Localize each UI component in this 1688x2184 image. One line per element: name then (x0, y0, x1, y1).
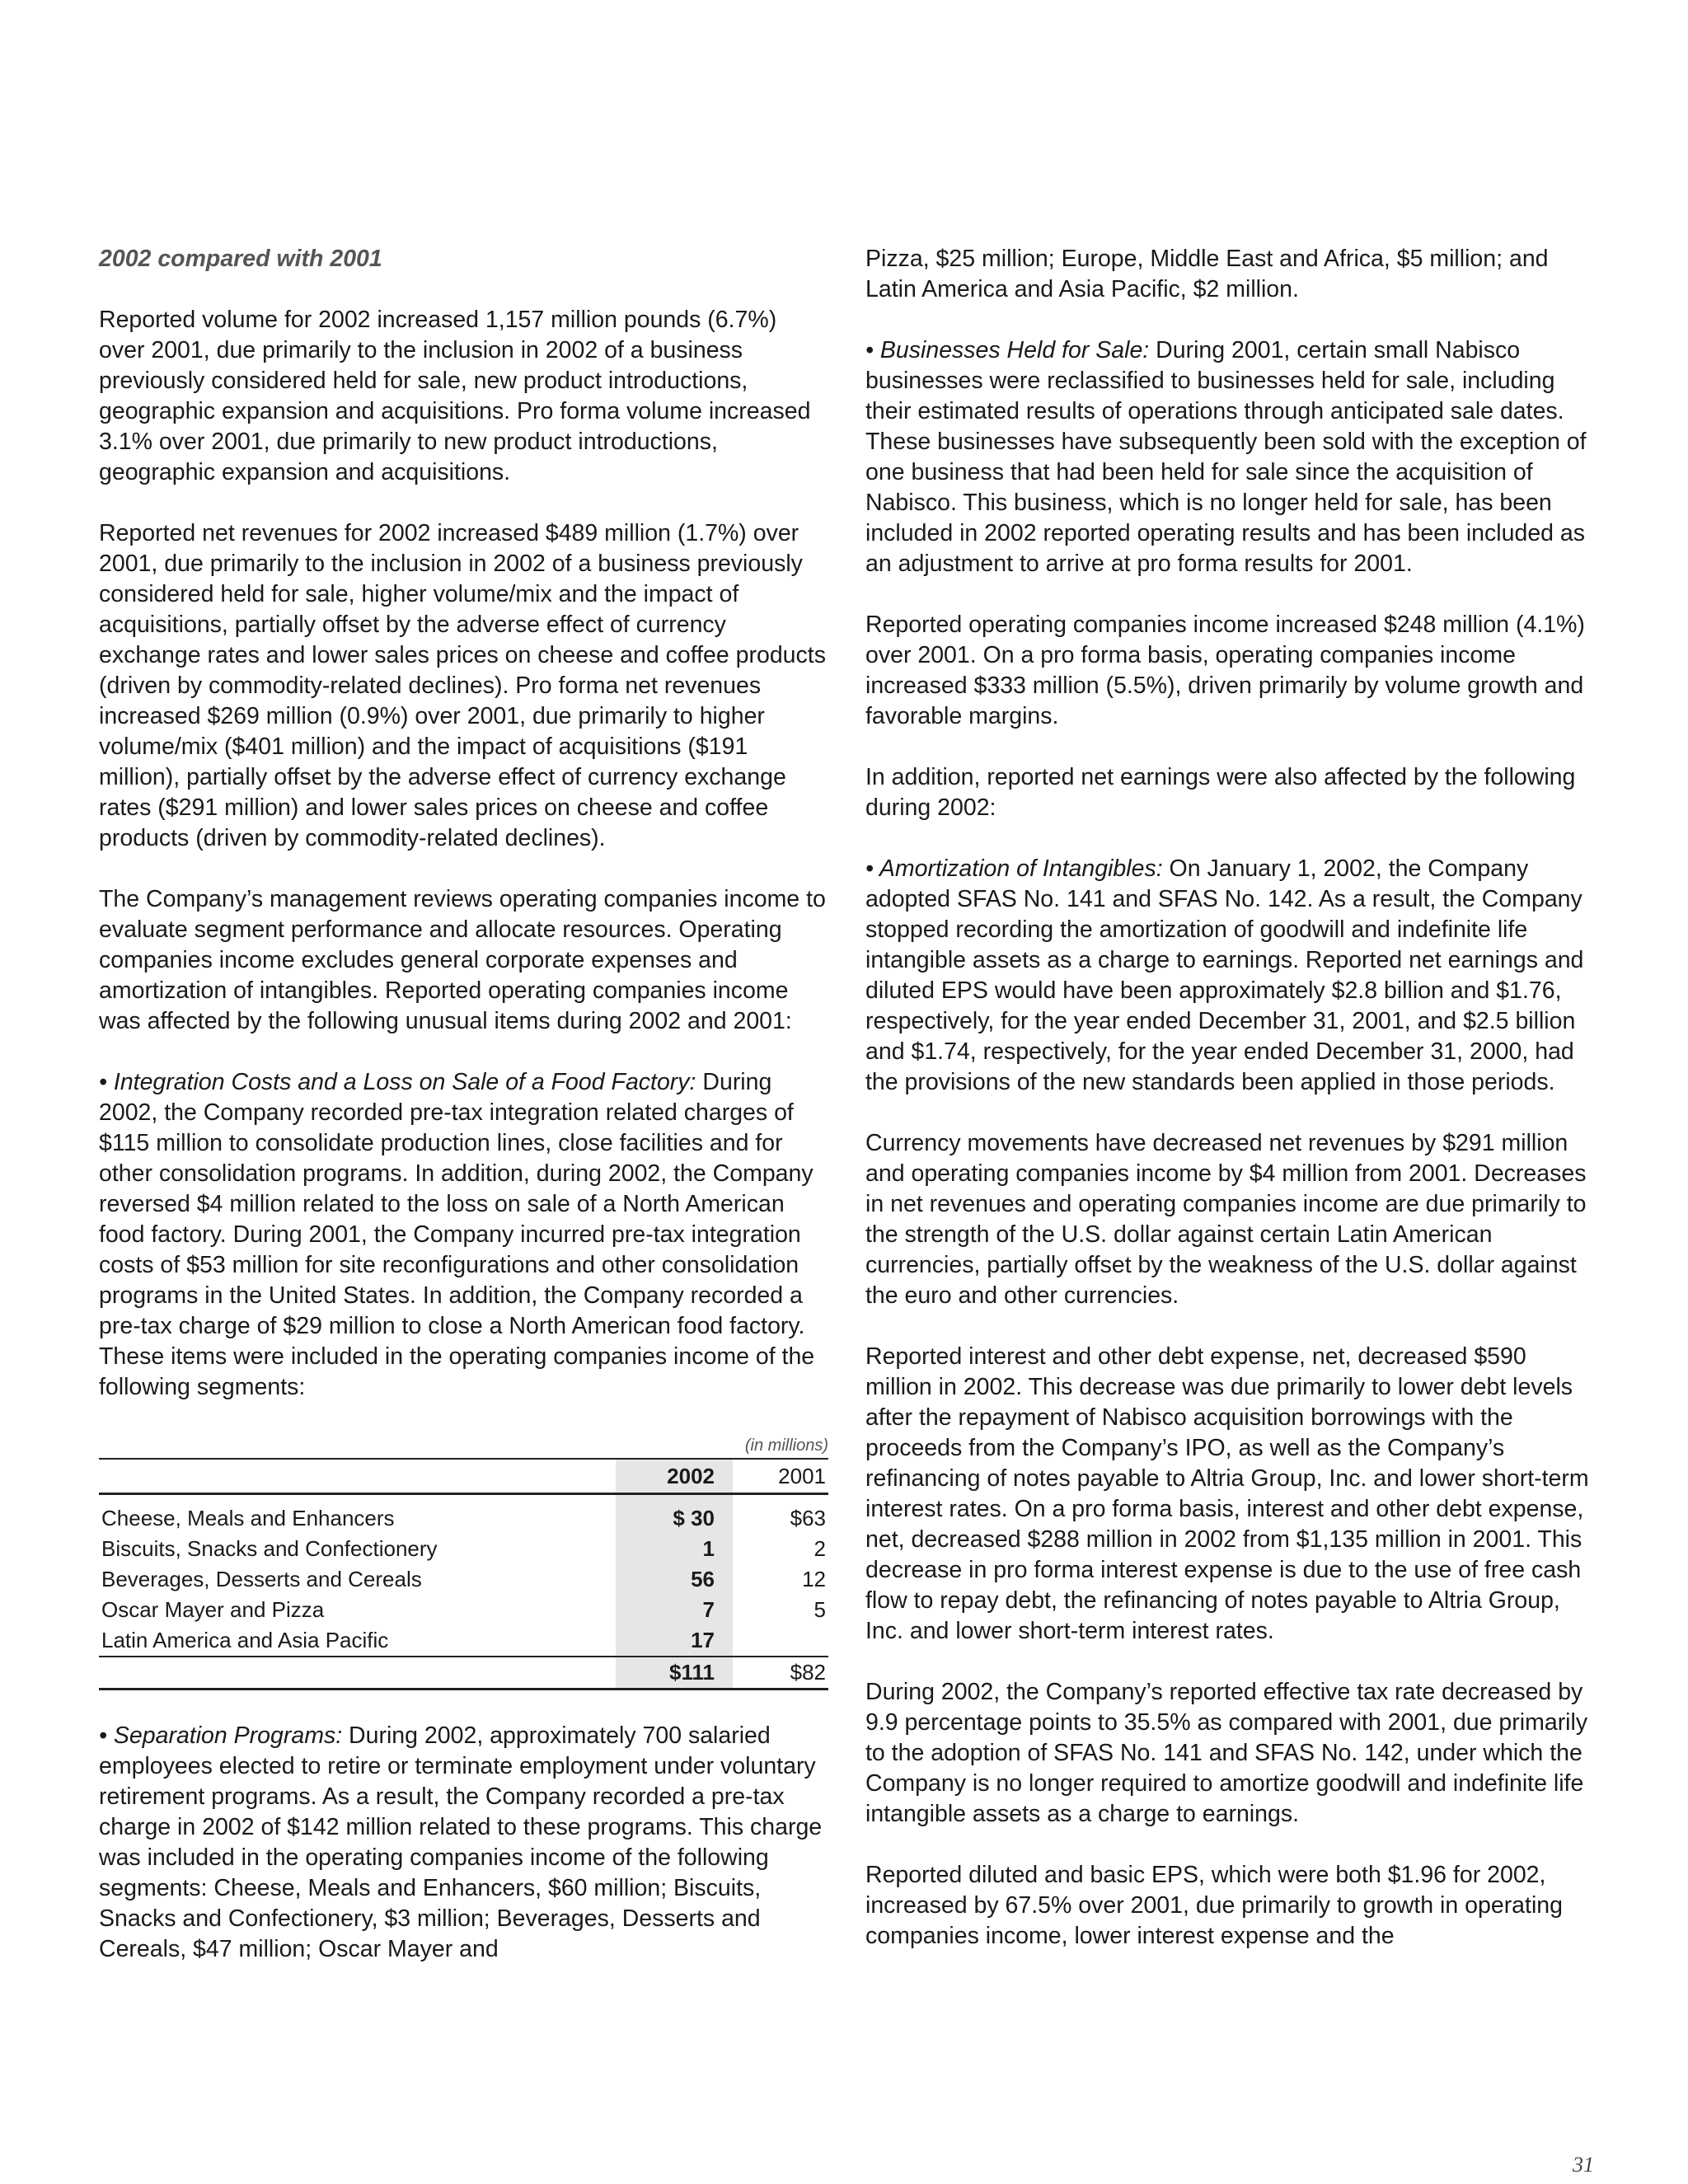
paragraph-net-earnings-intro: In addition, reported net earnings were also affected by the following during 2002: (865, 764, 1576, 821)
table-row (99, 1564, 828, 1595)
separation-programs-heading: • Separation Programs: (99, 1722, 343, 1749)
paragraph-interest: Reported interest and other debt expense, net, decreased $590 million in 2002. This decrease was due primarily to lower debt levels after the repayment of Nabisco acquisition borrowings with the proceeds from the Company’s IPO, as well as the Company’s refinancing of notes payable to Altria Group, Inc. and lower short-term interest rates. On a pro forma basis, interest and other debt expense, net, decreased $288 million in 2002 from $1,135 million in 2001. This decrease in pro forma interest expense is due to the use of free cash flow to repay debt, the refinancing of notes payable to Altria Group, Inc. and lower short-term interest rates. (865, 1343, 1589, 1644)
paragraph-operating-income: The Company’s management reviews operating companies income to evaluate segment performance and allocate resources. Operating companies income excludes general corporate expenses and amortization of intangibles. Reported operating companies income was affected by the following unusual items during 2002 and 2001: (99, 886, 826, 1034)
paragraph-segment-continuation: Pizza, $25 million; Europe, Middle East and Africa, $5 million; and Latin America and Asia Pacific, $2 million. (865, 246, 1549, 302)
value-2001: 12 (802, 1567, 826, 1591)
column-header-2002: 2002 (616, 1459, 733, 1494)
paragraph-net-revenues: Reported net revenues for 2002 increased $489 million (1.7%) over 2001, due primarily to the inclusion in 2002 of a business previously considered held for sale, higher volume/mix and the impact of acquisitions, partially offset by the adverse effect of currency exchange rates and lower sales prices on cheese and coffee products (driven by commodity-related declines). Pro forma net revenues increased $269 million (0.9%) over 2001, due primarily to higher volume/mix ($401 million) and the impact of acquisitions ($191 million), partially offset by the adverse effect of currency exchange rates ($291 million) and lower sales prices on cheese and coffee products (driven by commodity-related declines). (99, 520, 826, 851)
table-row (99, 1494, 828, 1535)
amortization-heading: • Amortization of Intangibles: (865, 855, 1163, 882)
value-2001 (733, 1625, 828, 1657)
page-number: 31 (1573, 2153, 1594, 2177)
paragraph-eps: Reported diluted and basic EPS, which were both $1.96 for 2002, increased by 67.5% over 2001, due primarily to growth in operating companies income, lower interest expense and the (865, 1862, 1563, 1949)
value-2001: 2 (814, 1536, 826, 1561)
businesses-held-heading: • Businesses Held for Sale: (865, 337, 1150, 363)
integration-costs-body: During 2002, the Company recorded pre-tax integration related charges of $115 million to consolidate production lines, close facilities and for other consolidation programs. In addition, during 2002, the Company reversed $4 million related to the loss on sale of a North American food factory. During 2001, the Company incurred pre-tax integration costs of $53 million for site reconfigurations and other consolidation programs in the United States. In addition, the Company recorded a pre-tax charge of $29 million to close a North American food factory. These items were included in the operating companies income of the following segments: (99, 1069, 815, 1400)
table-header-row (99, 1459, 828, 1494)
paragraph-volume: Reported volume for 2002 increased 1,157 million pounds (6.7%) over 2001, due primarily to the inclusion in 2002 of a business previously considered held for sale, new product introductions, geographic expansion and acquisitions. Pro forma volume increased 3.1% over 2001, due primarily to new product introductions, geographic expansion and acquisitions. (99, 307, 811, 485)
row-label: Latin America and Asia Pacific (101, 1628, 389, 1652)
value-2002: $ 30 (616, 1494, 733, 1535)
integration-costs-heading: • Integration Costs and a Loss on Sale of a Food Factory: (99, 1069, 696, 1095)
total-2001: $82 (733, 1657, 828, 1690)
value-2002: 56 (616, 1564, 733, 1595)
right-column (865, 244, 1592, 1982)
amortization-body: On January 1, 2002, the Company adopted SFAS No. 141 and SFAS No. 142. As a result, the Company stopped recording the amortization of goodwill and indefinite life intangible assets as a charge to earnings. Reported net earnings and diluted EPS would have been approximately $2.8 billion and $1.76, respectively, for the year ended December 31, 2001, and $2.5 billion and $1.74, respectively, for the year ended December 31, 2000, had the provisions of the new standards been applied in those periods. (865, 855, 1584, 1095)
paragraph-separation-programs (99, 1721, 826, 1965)
value-2002: 17 (616, 1625, 733, 1657)
paragraph-businesses-held-for-sale (865, 335, 1592, 579)
row-label: Biscuits, Snacks and Confectionery (101, 1536, 438, 1561)
paragraph-amortization (865, 854, 1592, 1098)
paragraph-integration-costs (99, 1067, 826, 1403)
table-row (99, 1595, 828, 1625)
value-2002: 1 (616, 1534, 733, 1564)
section-title: 2002 compared with 2001 (99, 246, 382, 272)
row-label: Oscar Mayer and Pizza (101, 1597, 325, 1622)
row-label: Cheese, Meals and Enhancers (101, 1506, 395, 1530)
paragraph-operating-income-increase: Reported operating companies income increased $248 million (4.1%) over 2001. On a pro forma basis, operating companies income increased $333 million (5.5%), driven primarily by volume growth and favorable margins. (865, 612, 1585, 729)
table-row (99, 1625, 828, 1657)
table-row (99, 1534, 828, 1564)
paragraph-tax-rate: During 2002, the Company’s reported effective tax rate decreased by 9.9 percentage points to 35.5% as compared with 2001, due primarily to the adoption of SFAS No. 141 and SFAS No. 142, under which the Company is no longer required to amortize goodwill and indefinite life intangible assets as a charge to earnings. (865, 1679, 1588, 1827)
table-units: (in millions) (744, 1436, 828, 1455)
value-2001: 5 (814, 1597, 826, 1622)
column-header-2001: 2001 (733, 1459, 828, 1494)
table-total-row (99, 1657, 828, 1690)
value-2001: $63 (790, 1506, 826, 1530)
total-label (99, 1657, 616, 1690)
row-label: Beverages, Desserts and Cereals (101, 1567, 422, 1591)
left-column (99, 244, 826, 1995)
separation-programs-body: During 2002, approximately 700 salaried employees elected to retire or terminate employment under voluntary retirement programs. As a result, the Company recorded a pre-tax charge in 2002 of $142 million related to these programs. This charge was included in the operating companies income of the following segments: Cheese, Meals and Enhancers, $60 million; Biscuits, Snacks and Confectionery, $3 million; Beverages, Desserts and Cereals, $47 million; Oscar Mayer and (99, 1722, 823, 1962)
segment-charges-table (99, 1433, 828, 1690)
value-2002: 7 (616, 1595, 733, 1625)
businesses-held-body: During 2001, certain small Nabisco businesses were reclassified to businesses held for sale, including their estimated results of operations through anticipated sale dates. These businesses have subsequently been sold with the exception of one business that had been held for sale since the acquisition of Nabisco. This business, which is no longer held for sale, has been included in 2002 reported operating results and has been included as an adjustment to arrive at pro forma results for 2001. (865, 337, 1587, 577)
table-header-label (99, 1459, 616, 1494)
total-2002: $111 (616, 1657, 733, 1690)
paragraph-currency: Currency movements have decreased net revenues by $291 million and operating companies income by $4 million from 2001. Decreases in net revenues and operating companies income are due primarily to the strength of the U.S. dollar against certain Latin American currencies, partially offset by the weakness of the U.S. dollar against the euro and other currencies. (865, 1130, 1587, 1309)
